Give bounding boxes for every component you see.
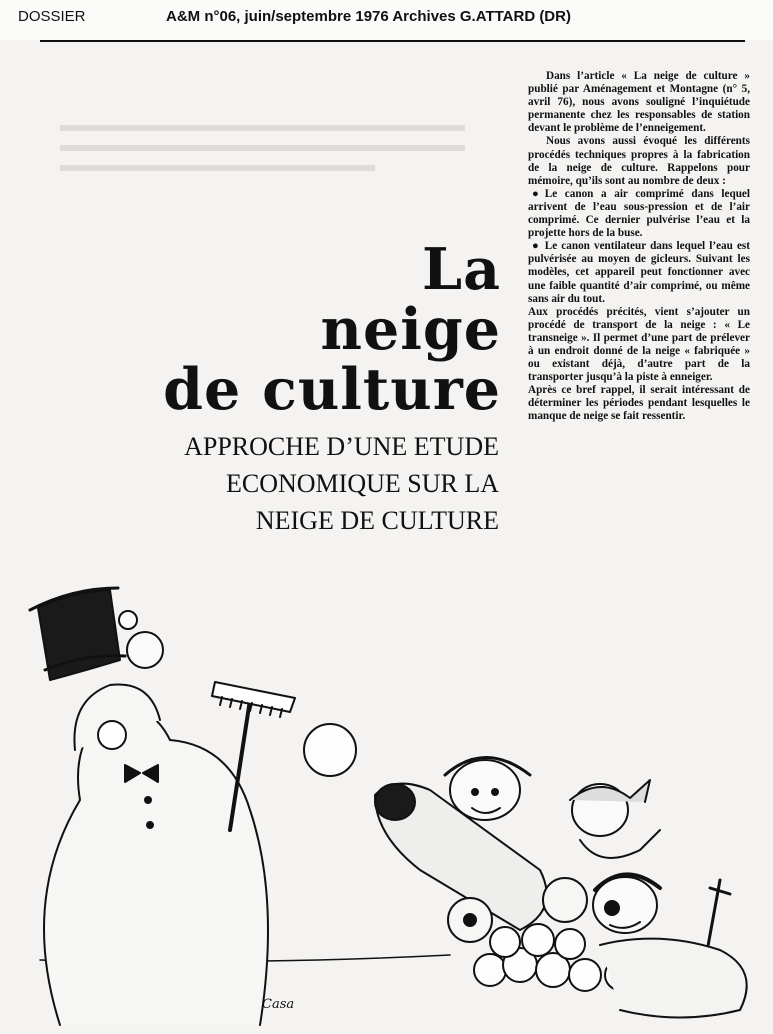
pirate-child <box>593 874 660 933</box>
title-line-3: de culture <box>163 356 501 423</box>
bullet-icon: ● <box>532 240 539 253</box>
title-line-1: La <box>421 236 501 303</box>
flying-snowball <box>304 724 356 776</box>
paragraph-intro: Dans l’article « La neige de culture » publié par Aménagement et Montagne (n° 5, avril 76), nous avons souligné l’inquiétude permanente chez les responsables de station devant le problème de l’enneigement. <box>528 70 750 135</box>
source-credit: A&M n°06, juin/septembre 1976 Archives G.ATTARD (DR) <box>166 8 571 25</box>
bullet-air-cannon <box>528 188 750 240</box>
child-with-bandana <box>570 780 660 858</box>
snowman-nose <box>98 721 126 749</box>
article-title <box>81 236 501 423</box>
cartoon-illustration <box>0 570 773 1034</box>
paragraph-conclusion: Après ce bref rappel, il serait intéressant de déterminer les périodes pendant lesquelles le manque de neige se fait ressentir. <box>528 384 750 423</box>
bullet-icon: ● <box>532 187 539 200</box>
subtitle-line-2: ECONOMIQUE SUR LA <box>226 469 499 498</box>
section-label: DOSSIER <box>18 8 86 25</box>
paragraph-procedures: Nous avons aussi évoqué les différents procédés techniques propres à la fabrication de la neige de culture. Rappelons pour mémoire, qu’ils sont au nombre de deux : <box>528 135 750 187</box>
top-hat-icon <box>30 588 125 680</box>
bullet-text: Le canon ventilateur dans lequel l’eau est pulvérisée au moyen de gicleurs. Suivant les modèles, cet appareil peut fonctionner avec une faible quantité d’air comprimé, ou même sans air du tout. <box>528 240 750 305</box>
page-header <box>0 0 773 40</box>
title-line-2: neige <box>320 296 501 363</box>
subtitle-line-3: NEIGE DE CULTURE <box>255 506 499 535</box>
header-rule <box>40 40 745 42</box>
article-body <box>528 70 750 424</box>
artist-signature: Casa <box>262 997 295 1012</box>
bullet-text: Le canon a air comprimé dans lequel arrivent de l’eau sous-pression et de l’air comprimé. Ce dernier pulvérise l’eau et la projette hors de la buse. <box>528 187 750 240</box>
paragraph-transneige: Aux procédés précités, vient s’ajouter un procédé de transport de la neige : « Le transneige ». Il permet d’une part de prélever à un endroit donné de la neige « fabriquée » ou existant déjà, d’autre part de la transporter jusqu’à la piste à enneiger. <box>528 305 750 384</box>
bullet-fan-cannon <box>528 240 750 305</box>
snowman-body <box>44 708 268 1025</box>
subtitle-line-1: APPROCHE D’UNE ETUDE <box>184 432 499 461</box>
article-subtitle <box>59 428 499 539</box>
